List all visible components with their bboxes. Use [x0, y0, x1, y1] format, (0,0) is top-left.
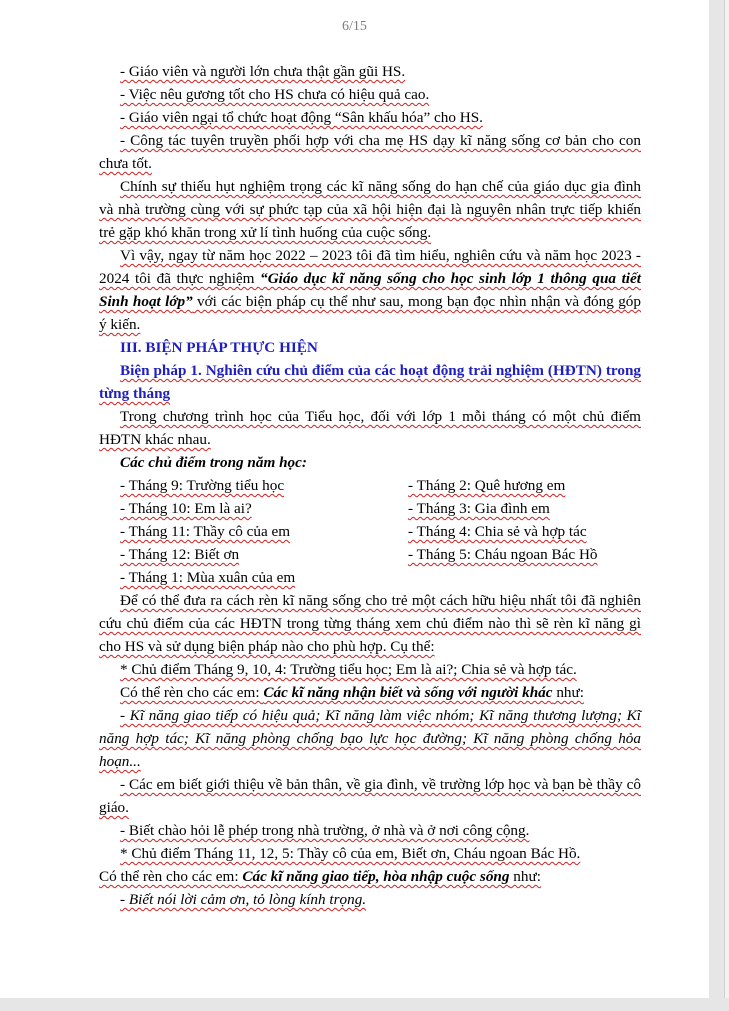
text-run: Có thể rèn cho các em: [120, 684, 264, 701]
section-heading: III. BIỆN PHÁP THỰC HIỆN [120, 339, 318, 356]
document-body[interactable] [99, 60, 641, 911]
paragraph: - Việc nêu gương tốt cho HS chưa có hiệu quả cao. [120, 86, 430, 103]
text-run: Có thể rèn cho các em: [99, 868, 243, 885]
paragraph: * Chủ điểm Tháng 9, 10, 4: Trường tiểu học; Em là ai?; Chia sẻ và hợp tác. [120, 661, 577, 678]
month-item: - Tháng 5: Cháu ngoan Bác Hồ [408, 546, 598, 563]
month-item-empty [408, 566, 641, 589]
paragraph: Chính sự thiếu hụt nghiệm trọng các kĩ năng sống do hạn chế của giáo dục gia đình và nhà trường cùng với sự phức tạp của xã hội hiện đại là nguyên nhân trực tiếp khiến trẻ gặp khó khăn trong xử lí tình huống của cuộc sống. [99, 178, 641, 241]
skill-group: Các kĩ năng giao tiếp, hòa nhập cuộc sống [242, 868, 510, 885]
month-item: - Tháng 12: Biết ơn [120, 546, 240, 563]
paragraph [99, 244, 641, 336]
month-item: - Tháng 11: Thầy cô của em [120, 523, 291, 540]
paragraph: - Giáo viên và người lớn chưa thật gần gũi HS. [120, 63, 406, 80]
vertical-scrollbar[interactable] [724, 0, 729, 998]
initiative-title: “Giáo dục kĩ năng sống cho học sinh lớp 1 thông qua tiết Sinh hoạt lớp” [99, 270, 641, 310]
text-run: như: [509, 868, 541, 885]
month-item: - Tháng 2: Quê hương em [408, 477, 566, 494]
text-run: như: [552, 684, 584, 701]
paragraph [99, 865, 641, 888]
month-item: - Tháng 9: Trường tiểu học [120, 477, 285, 494]
month-topics-list [99, 474, 641, 589]
paragraph: - Công tác tuyên truyền phối hợp với cha mẹ HS dạy kĩ năng sống cơ bản cho con chưa tốt. [99, 132, 641, 172]
month-item: - Tháng 10: Em là ai? [120, 500, 252, 517]
paragraph: - Kĩ năng giao tiếp có hiệu quả; Kĩ năng làm việc nhóm; Kĩ năng thương lượng; Kĩ năng hợp tác; Kĩ năng phòng chống bạo lực học đường; Kĩ năng phòng chống hỏa hoạn... [99, 707, 641, 770]
month-item: - Tháng 4: Chia sẻ và hợp tác [408, 523, 587, 540]
month-item: - Tháng 1: Mùa xuân của em [120, 569, 296, 586]
measure-heading: Biện pháp 1. Nghiên cứu chủ điểm của các hoạt động trải nghiệm (HĐTN) trong từng tháng [99, 362, 641, 402]
page-number: 6/15 [342, 19, 367, 34]
paragraph: Để có thể đưa ra cách rèn kĩ năng sống cho trẻ một cách hữu hiệu nhất tôi đã nghiên cứu chủ điểm của các HĐTN trong từng tháng xem chủ điểm nào thì sẽ rèn kĩ năng gì cho HS và sử dụng biện pháp nào cho phù hợp. Cụ thể: [99, 592, 641, 655]
paragraph: Trong chương trình học của Tiểu học, đối với lớp 1 mỗi tháng có một chủ điểm HĐTN khác nhau. [99, 408, 641, 448]
paragraph: - Biết nói lời cảm ơn, tỏ lòng kính trọng. [120, 891, 367, 908]
text-run: Vì vậy, ngay từ năm học 2022 – 2023 tôi đã tìm hiểu, nghiên cứu và năm học 2023 - 2024 tôi đã thực nghiệm [99, 247, 641, 287]
sub-heading: Các chủ điểm trong năm học: [120, 454, 307, 471]
paragraph: - Các em biết giới thiệu về bản thân, về gia đình, về trường lớp học và bạn bè thầy cô giáo. [99, 776, 641, 816]
paragraph: * Chủ điểm Tháng 11, 12, 5: Thầy cô của em, Biết ơn, Cháu ngoan Bác Hồ. [120, 845, 581, 862]
paragraph [99, 681, 641, 704]
paragraph: - Giáo viên ngại tổ chức hoạt động “Sân khấu hóa” cho HS. [120, 109, 483, 126]
month-item: - Tháng 3: Gia đình em [408, 500, 550, 517]
skill-group: Các kĩ năng nhận biết và sống với người khác [263, 684, 553, 701]
text-run: với các biện pháp cụ thể như sau, mong bạn đọc nhìn nhận và đóng góp ý kiến. [99, 293, 641, 333]
paragraph: - Biết chào hỏi lễ phép trong nhà trường, ở nhà và ở nơi công cộng. [120, 822, 530, 839]
